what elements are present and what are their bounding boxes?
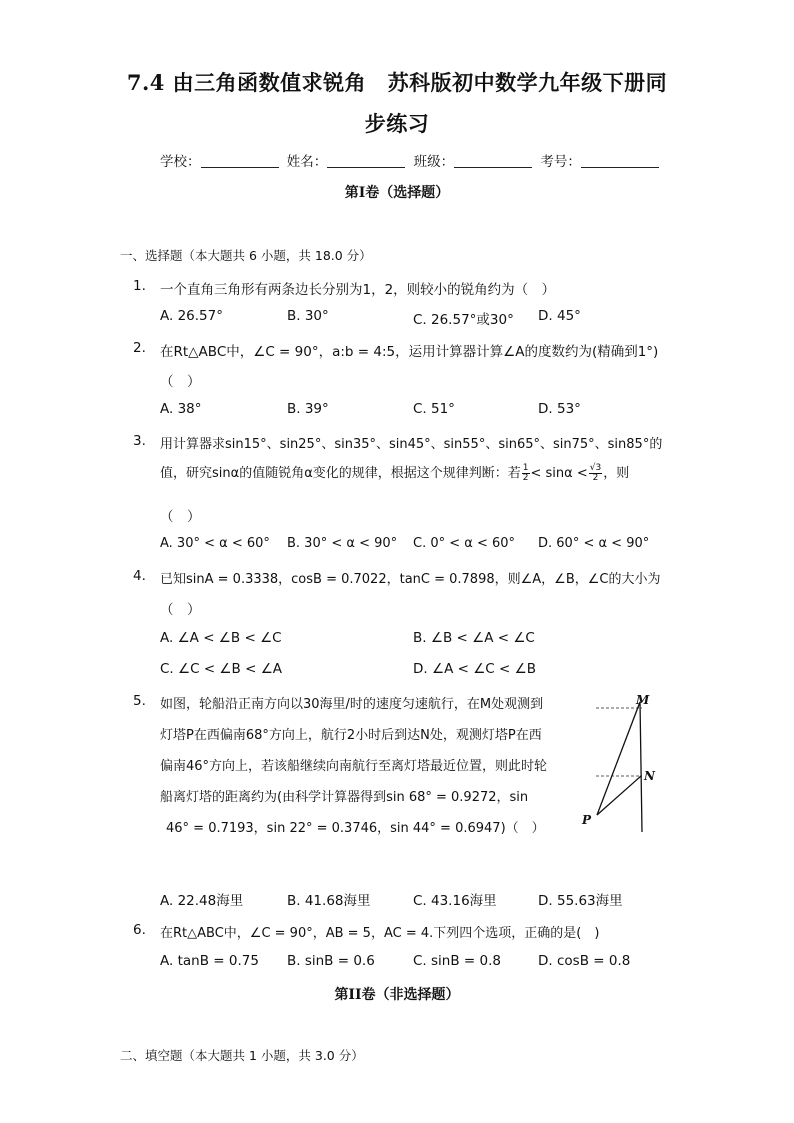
q4-option-a: A. ∠A < ∠B < ∠C bbox=[160, 630, 282, 646]
q6-option-a: A. tanB = 0.75 bbox=[160, 953, 259, 969]
volume-2-heading: 第II卷（非选择题） bbox=[334, 987, 460, 1003]
q5-line-1: 如图，轮船沿正南方向以30海里/时的速度匀速航行，在M处观测到 bbox=[160, 697, 544, 712]
q4-option-d: D. ∠A < ∠C < ∠B bbox=[413, 661, 536, 677]
q3-text: 用计算器求sin15°、sin25°、sin35°、sin45°、sin55°、sin65°、sin75°、sin85°的 bbox=[160, 437, 663, 452]
q4-text-2: （ ） bbox=[160, 602, 201, 618]
q5-label-p: P bbox=[582, 813, 592, 827]
q6-text: 在Rt△ABC中，∠C = 90°，AB = 5，AC = 4.下列四个选项，正确的是( ) bbox=[160, 926, 600, 941]
q2-text: 在Rt△ABC中，∠C = 90°，a:b = 4:5，运用计算器计算∠A的度数约为(精确到1°) bbox=[160, 344, 659, 360]
q4-option-c: C. ∠C < ∠B < ∠A bbox=[160, 661, 283, 677]
q4-number: 4. bbox=[133, 568, 146, 584]
q5-option-d: D. 55.63海里 bbox=[538, 893, 623, 909]
q5-line-4: 船离灯塔的距离约为(由科学计算器得到sin 68° = 0.9272，sin bbox=[160, 790, 529, 805]
q2-option-c: C. 51° bbox=[413, 401, 455, 417]
q3-option-d: D. 60° < α < 90° bbox=[538, 536, 650, 551]
class-label: 班级： bbox=[413, 154, 455, 170]
q5-option-a: A. 22.48海里 bbox=[160, 893, 244, 909]
q5-south-route-line bbox=[640, 702, 642, 832]
q1-option-d: D. 45° bbox=[538, 308, 581, 324]
school-label: 学校： bbox=[160, 154, 201, 170]
q3-fraction-root3 bbox=[589, 464, 602, 483]
q2-text-2: （ ） bbox=[160, 374, 201, 390]
id-label: 考号： bbox=[540, 154, 581, 170]
q6-number: 6. bbox=[133, 922, 146, 938]
section-1-heading: 一、选择题（本大题共 6 小题，共 18.0 分） bbox=[120, 248, 372, 263]
q3-fraction-half bbox=[522, 464, 530, 483]
school-blank[interactable] bbox=[201, 153, 279, 168]
q5-label-m: M bbox=[636, 693, 650, 707]
q3-frac1-den: 2 bbox=[522, 473, 529, 483]
q2-number: 2. bbox=[133, 340, 146, 356]
q1-option-a: A. 26.57° bbox=[160, 308, 223, 324]
q5-option-b: B. 41.68海里 bbox=[287, 893, 371, 909]
q3-option-c: C. 0° < α < 60° bbox=[413, 536, 516, 551]
q2-option-d: D. 53° bbox=[538, 401, 581, 417]
q5-ship-diagram bbox=[578, 688, 658, 838]
q3-option-b: B. 30° < α < 90° bbox=[287, 536, 398, 551]
q3-text-2a: 值，研究sinα的值随锐角α变化的规律，根据这个规律判断：若 bbox=[160, 466, 521, 481]
q3-frac1-num: 1 bbox=[522, 463, 529, 473]
title-line-1: 7.4 由三角函数值求锐角 苏科版初中数学九年级下册同 bbox=[126, 70, 668, 95]
title-line-2: 步练习 bbox=[364, 111, 430, 136]
q3-frac2-den: 2 bbox=[592, 473, 599, 483]
q4-option-b: B. ∠B < ∠A < ∠C bbox=[413, 630, 535, 646]
q3-text-3: （ ） bbox=[160, 509, 201, 525]
q1-option-c: C. 26.57°或30° bbox=[413, 312, 514, 328]
q3-number: 3. bbox=[133, 433, 146, 449]
q2-option-b: B. 39° bbox=[287, 401, 329, 417]
name-label: 姓名： bbox=[286, 154, 328, 170]
q1-option-b: B. 30° bbox=[287, 308, 329, 324]
q5-line-2: 灯塔P在西偏南68°方向上，航行2小时后到达N处，观测灯塔P在西 bbox=[160, 728, 542, 743]
q5-option-c: C. 43.16海里 bbox=[413, 893, 497, 909]
q4-text: 已知sinA = 0.3338，cosB = 0.7022，tanC = 0.7898，则∠A，∠B，∠C的大小为 bbox=[160, 572, 661, 587]
q3-option-a: A. 30° < α < 60° bbox=[160, 536, 270, 551]
name-blank[interactable] bbox=[327, 153, 405, 168]
q3-inequality: < sinα < bbox=[530, 466, 588, 481]
q3-text-2b: ，则 bbox=[603, 466, 630, 481]
q5-line-mp bbox=[597, 702, 640, 815]
q5-label-n: N bbox=[644, 769, 655, 783]
q2-option-a: A. 38° bbox=[160, 401, 202, 417]
volume-1-heading: 第I卷（选择题） bbox=[344, 185, 450, 201]
id-blank[interactable] bbox=[581, 153, 659, 168]
q3-frac2-num: √3 bbox=[589, 463, 602, 473]
q6-option-c: C. sinB = 0.8 bbox=[413, 953, 501, 969]
q1-number: 1. bbox=[133, 278, 146, 294]
q6-option-b: B. sinB = 0.6 bbox=[287, 953, 375, 969]
q3-text-2 bbox=[160, 462, 629, 483]
q5-line-3: 偏南46°方向上，若该船继续向南航行至离灯塔最近位置，则此时轮 bbox=[160, 759, 548, 774]
q6-option-d: D. cosB = 0.8 bbox=[538, 953, 631, 969]
class-blank[interactable] bbox=[454, 153, 532, 168]
section-2-heading: 二、填空题（本大题共 1 小题，共 3.0 分） bbox=[120, 1048, 364, 1063]
q5-line-np bbox=[597, 776, 641, 815]
q1-text: 一个直角三角形有两条边长分别为1，2，则较小的锐角约为（ ） bbox=[160, 282, 556, 298]
student-info-row bbox=[160, 150, 663, 170]
q5-line-5: 46° = 0.7193，sin 22° = 0.3746，sin 44° = 0.6947)（ ） bbox=[166, 821, 545, 836]
q5-number: 5. bbox=[133, 693, 146, 709]
